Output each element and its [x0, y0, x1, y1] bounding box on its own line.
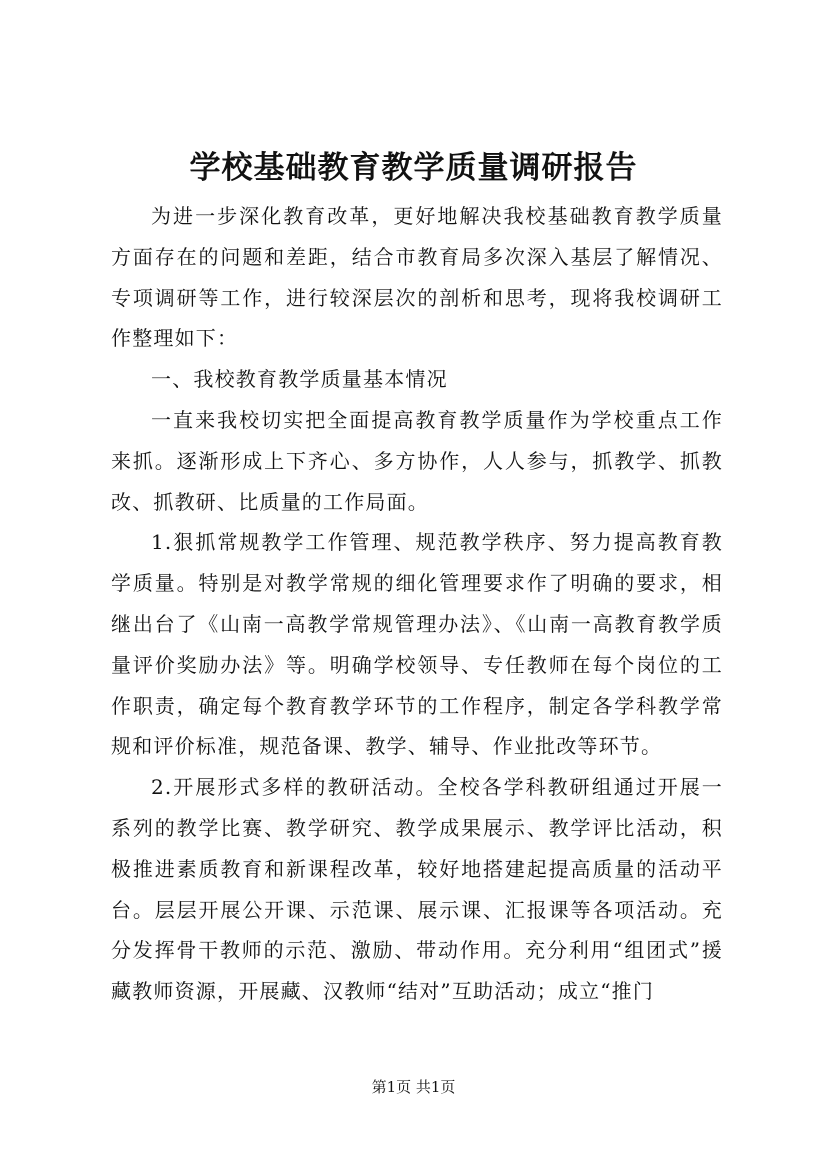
page-footer: 第1页 共1页	[371, 1078, 456, 1096]
document-body	[111, 196, 723, 1012]
document-title: 学校基础教育教学质量调研报告	[189, 150, 638, 186]
item-2-paragraph: 2.开展形式多样的教研活动。全校各学科教研组通过开展一系列的教学比赛、教学研究、教学成果展示、教学评比活动，积极推进素质教育和新课程改革，较好地搭建起提高质量的活动平台。层层开展公开课、示范课、展示课、汇报课等各项活动。充分发挥骨干教师的示范、激励、带动作用。充分利用“组团式”援藏教师资源，开展藏、汉教师“结对”互助活动；成立“推门	[111, 775, 723, 1004]
overview-paragraph: 一直来我校切实把全面提高教育教学质量作为学校重点工作来抓。逐渐形成上下齐心、多方协作，人人参与，抓教学、抓教改、抓教研、比质量的工作局面。	[111, 407, 723, 514]
section-heading: 一、我校教育教学质量基本情况	[151, 367, 448, 392]
intro-paragraph: 为进一步深化教育改革，更好地解决我校基础教育教学质量方面存在的问题和差距，结合市教育局多次深入基层了解情况、专项调研等工作，进行较深层次的剖析和思考，现将我校调研工作整理如下：	[111, 204, 723, 351]
item-1-paragraph: 1.狠抓常规教学工作管理、规范教学秩序、努力提高教育教学质量。特别是对教学常规的细化管理要求作了明确的要求，相继出台了《山南一高教学常规管理办法》、《山南一高教育教学质量评价奖励办法》等。明确学校领导、专任教师在每个岗位的工作职责，确定每个教育教学环节的工作程序，制定各学科教学常规和评价标准，规范备课、教学、辅导、作业批改等环节。	[111, 530, 723, 759]
